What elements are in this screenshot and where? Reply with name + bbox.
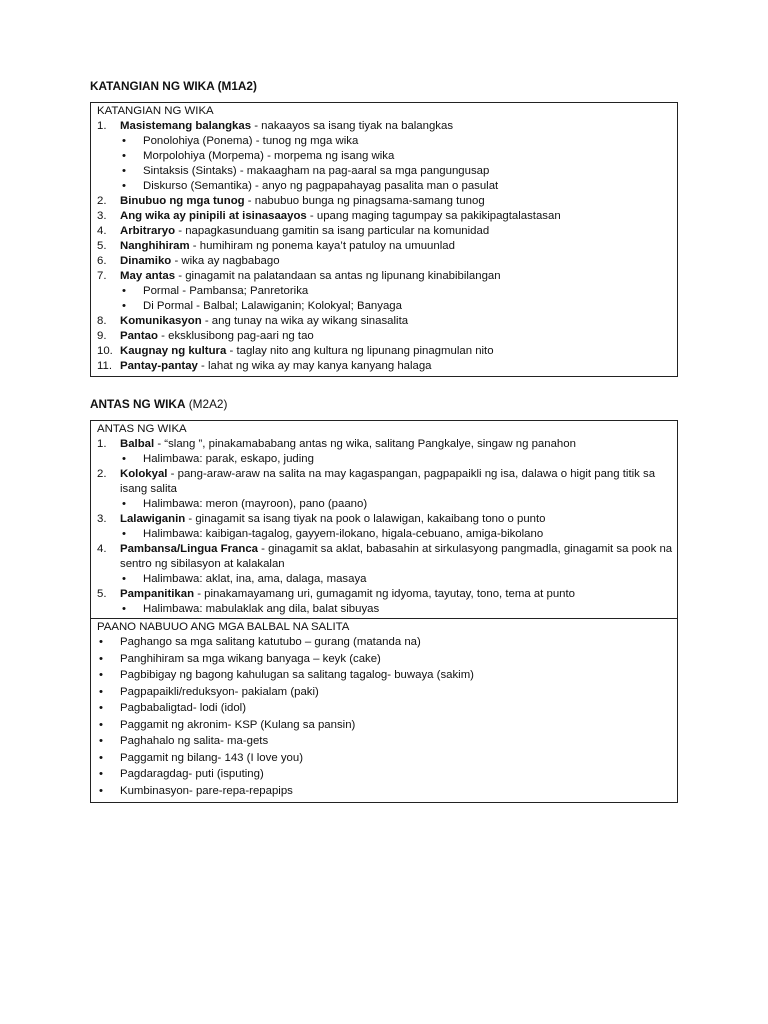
numbered-item <box>91 269 677 284</box>
bullet-item <box>91 668 677 685</box>
item-number: 10. <box>97 345 113 357</box>
bullet-text: Pagbabaligtad- lodi (idol) <box>120 702 247 714</box>
item-term: Binubuo ng mga tunog <box>120 195 245 207</box>
bullet-icon: • <box>122 180 126 192</box>
item-description: - pang-araw-araw na salita na may kagaspangan, pagpapaikli ng isa, dalawa o higit pang titik sa isang salita <box>120 468 656 495</box>
bullet-text: Paghahalo ng salita- ma-gets <box>120 735 269 747</box>
item-term: Balbal <box>120 438 155 450</box>
numbered-item <box>91 437 677 452</box>
katangian-list <box>91 119 677 374</box>
balbal-bullet-list <box>91 635 677 800</box>
item-term: Pampanitikan <box>120 588 195 600</box>
item-number: 9. <box>97 330 107 342</box>
heading-rest-text: (M2A2) <box>185 397 228 411</box>
bullet-icon: • <box>99 702 103 714</box>
item-term: Komunikasyon <box>120 315 202 327</box>
item-number: 6. <box>97 255 107 267</box>
sub-item <box>91 284 677 299</box>
numbered-item <box>91 254 677 269</box>
item-description: - nakaayos sa isang tiyak na balangkas <box>251 120 454 132</box>
bullet-item <box>91 652 677 669</box>
item-description: - humihiram ng ponema kaya’t patuloy na umuunlad <box>189 240 455 252</box>
sub-item-text: Di Pormal - Balbal; Lalawiganin; Kolokyal; Banyaga <box>143 300 402 312</box>
bullet-icon: • <box>122 453 126 465</box>
numbered-item <box>91 224 677 239</box>
sub-item <box>91 149 677 164</box>
item-description: - eksklusibong pag-aari ng tao <box>157 330 314 342</box>
item-description: - napagkasunduang gamitin sa isang particular na komunidad <box>175 225 490 237</box>
sub-item <box>91 497 677 512</box>
item-description: - taglay nito ang kultura ng lipunang pinagmulan nito <box>226 345 494 357</box>
item-term: Nanghihiram <box>120 240 190 252</box>
numbered-item <box>91 329 677 344</box>
numbered-item <box>91 314 677 329</box>
item-number: 3. <box>97 513 107 525</box>
bullet-item <box>91 701 677 718</box>
box-title: KATANGIAN NG WIKA <box>97 105 214 117</box>
item-description: - ginagamit sa isang tiyak na pook o lalawigan, kakaibang tono o punto <box>185 513 546 525</box>
sub-item-text: Ponolohiya (Ponema) - tunog ng mga wika <box>143 135 359 147</box>
item-number: 3. <box>97 210 107 222</box>
sub-item-text: Halimbawa: meron (mayroon), pano (paano) <box>143 498 368 510</box>
bullet-icon: • <box>122 285 126 297</box>
katangian-box <box>90 102 678 377</box>
numbered-item <box>91 344 677 359</box>
numbered-item <box>91 239 677 254</box>
item-term: Masistemang balangkas <box>120 120 252 132</box>
bullet-icon: • <box>122 498 126 510</box>
heading-bold-text: ANTAS NG WIKA <box>90 397 186 411</box>
item-term: Lalawiganin <box>120 513 186 525</box>
item-term: Kolokyal <box>120 468 168 480</box>
item-description: - “slang ”, pinakamababang antas ng wika, salitang Pangkalye, singaw ng panahon <box>154 438 576 450</box>
bullet-icon: • <box>122 135 126 147</box>
item-number: 8. <box>97 315 107 327</box>
item-term: Pantao <box>120 330 158 342</box>
bullet-icon: • <box>122 528 126 540</box>
sub-item-text: Halimbawa: parak, eskapo, juding <box>143 453 314 465</box>
item-number: 7. <box>97 270 107 282</box>
bullet-text: Panghihiram sa mga wikang banyaga – keyk (cake) <box>120 652 381 665</box>
sub-item <box>91 602 677 617</box>
sub-item-text: Sintaksis (Sintaks) - makaagham na pag-aaral sa mga pangungusap <box>143 165 490 177</box>
numbered-item <box>91 587 677 602</box>
bullet-text: Paggamit ng akronim- KSP (Kulang sa pansin) <box>120 718 356 731</box>
sub-item-text: Halimbawa: mabulaklak ang dila, balat sibuyas <box>143 603 380 615</box>
bullet-icon: • <box>122 150 126 162</box>
item-description: - pinakamayamang uri, gumagamit ng idyoma, tayutay, tono, tema at punto <box>194 588 576 600</box>
item-term: Kaugnay ng kultura <box>120 345 227 357</box>
numbered-item <box>91 542 677 572</box>
sub-item-text: Halimbawa: kaibigan-tagalog, gayyem-ilokano, higala-cebuano, amiga-bikolano <box>143 528 544 540</box>
item-number: 5. <box>97 240 107 252</box>
sub-item-text: Halimbawa: aklat, ina, ama, dalaga, masaya <box>143 573 367 585</box>
numbered-item <box>91 209 677 224</box>
bullet-item <box>91 784 677 801</box>
bullet-item <box>91 751 677 768</box>
bullet-icon: • <box>122 603 126 615</box>
bullet-icon: • <box>99 735 103 747</box>
item-term: May antas <box>120 270 176 282</box>
item-term: Dinamiko <box>120 255 172 267</box>
bullet-icon: • <box>99 784 103 797</box>
bullet-icon: • <box>99 652 103 665</box>
bullet-text: Kumbinasyon- pare-repa-repapips <box>120 784 293 797</box>
bullet-icon: • <box>99 718 103 731</box>
numbered-item <box>91 119 677 134</box>
box-title: ANTAS NG WIKA <box>97 423 187 435</box>
sub-item <box>91 527 677 542</box>
item-number: 2. <box>97 195 107 207</box>
numbered-item <box>91 467 677 497</box>
bullet-item <box>91 635 677 652</box>
bullet-text: Pagdaragdag- puti (isputing) <box>120 768 264 780</box>
bullet-icon: • <box>99 751 103 764</box>
bullet-icon: • <box>99 685 103 698</box>
section-heading-antas <box>90 397 227 412</box>
item-term: Ang wika ay pinipili at isinasaayos <box>120 210 307 222</box>
bullet-item <box>91 767 677 784</box>
antas-box <box>90 420 678 803</box>
item-description: - upang maging tagumpay sa pakikipagtalastasan <box>306 210 561 222</box>
numbered-item <box>91 512 677 527</box>
item-description: - nabubuo bunga ng pinagsama-samang tunog <box>244 195 485 207</box>
bullet-text: Pagbibigay ng bagong kahulugan sa salitang tagalog- buwaya (sakim) <box>120 669 474 681</box>
bullet-text: Paghango sa mga salitang katutubo – gurang (matanda na) <box>120 636 421 648</box>
bullet-icon: • <box>122 165 126 177</box>
bullet-icon: • <box>99 636 103 648</box>
section-heading-katangian <box>90 79 257 94</box>
sub-item-text: Pormal - Pambansa; Panretorika <box>143 285 309 297</box>
sub-item-text: Diskurso (Semantika) - anyo ng pagpapahayag pasalita man o pasulat <box>143 180 499 192</box>
item-description: - ang tunay na wika ay wikang sinasalita <box>201 315 409 327</box>
numbered-item <box>91 359 677 374</box>
item-number: 2. <box>97 468 107 480</box>
item-term: Pantay-pantay <box>120 360 198 372</box>
bullet-text: Pagpapaikli/reduksyon- pakialam (paki) <box>120 685 319 698</box>
item-number: 4. <box>97 543 107 555</box>
item-description: - lahat ng wika ay may kanya kanyang halaga <box>197 360 432 372</box>
antas-list <box>91 437 677 617</box>
bullet-icon: • <box>122 300 126 312</box>
bullet-item <box>91 685 677 702</box>
bullet-item <box>91 718 677 735</box>
item-term: Pambansa/Lingua Franca <box>120 543 258 555</box>
sub-item <box>91 134 677 149</box>
item-description: - ginagamit na palatandaan sa antas ng lipunang kinabibilangan <box>175 270 501 282</box>
item-number: 1. <box>97 438 107 450</box>
item-number: 4. <box>97 225 107 237</box>
bullet-text: Paggamit ng bilang- 143 (I love you) <box>120 751 303 764</box>
item-number: 5. <box>97 588 107 600</box>
bullet-icon: • <box>122 573 126 585</box>
bullet-icon: • <box>99 669 103 681</box>
sub-item <box>91 452 677 467</box>
item-number: 11. <box>97 360 112 372</box>
box-divider <box>91 618 677 800</box>
numbered-item <box>91 194 677 209</box>
sub-item <box>91 164 677 179</box>
item-description: - ginagamit sa aklat, babasahin at sirkulasyong pangmadla, ginagamit sa pook na sentro ng sibilasyon at kalakalan <box>120 543 673 570</box>
sub-item-text: Morpolohiya (Morpema) - morpema ng isang wika <box>143 150 395 162</box>
bullet-item <box>91 734 677 751</box>
balbal-subtitle: PAANO NABUUO ANG MGA BALBAL NA SALITA <box>97 621 350 633</box>
sub-item <box>91 179 677 194</box>
item-number: 1. <box>97 120 107 132</box>
item-description: - wika ay nagbabago <box>171 255 280 267</box>
item-term: Arbitraryo <box>120 225 176 237</box>
bullet-icon: • <box>99 768 103 780</box>
sub-item <box>91 572 677 587</box>
heading-bold-text: KATANGIAN NG WIKA (M1A2) <box>90 79 257 93</box>
sub-item <box>91 299 677 314</box>
